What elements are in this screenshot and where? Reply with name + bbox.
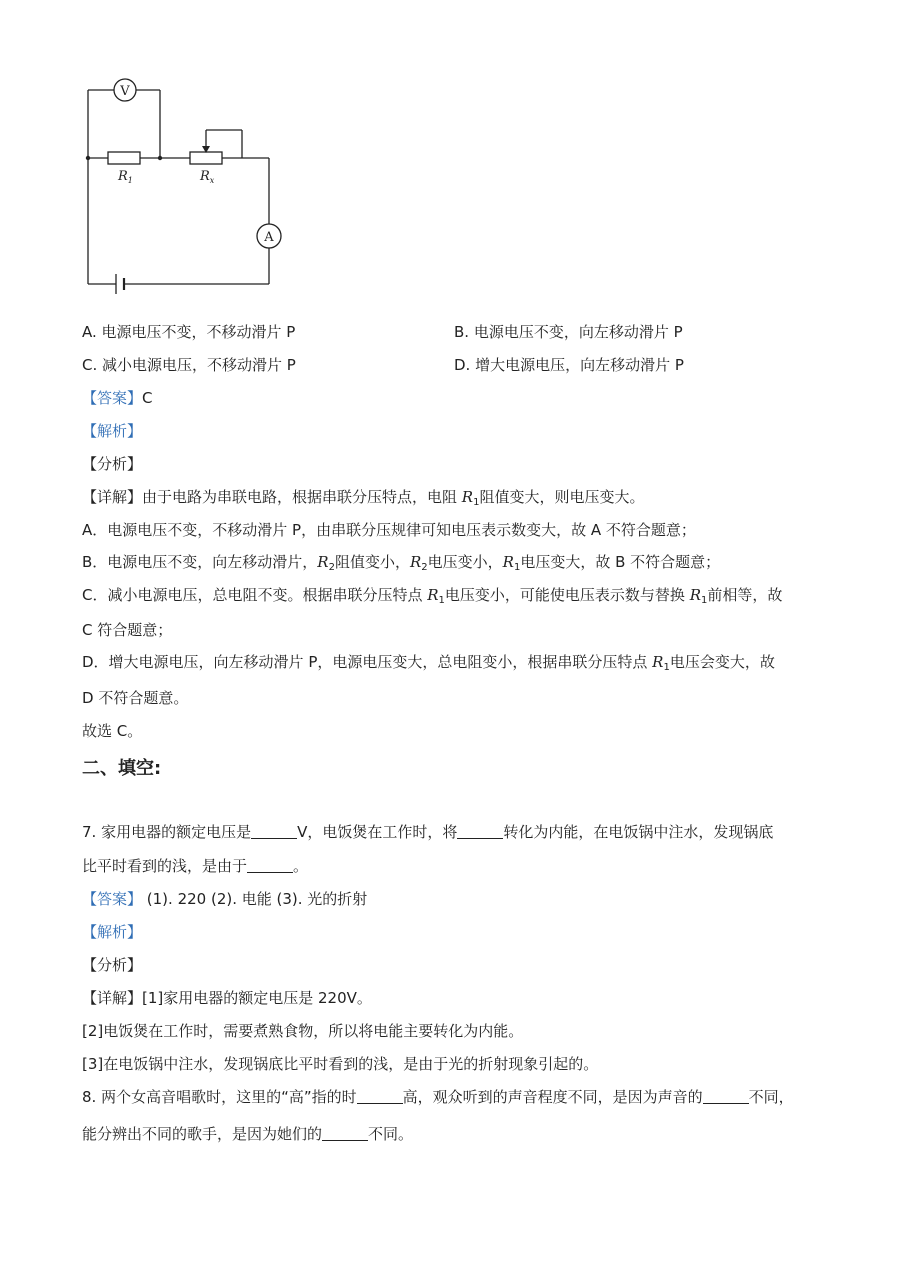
q7-blank-2[interactable]	[457, 824, 503, 839]
q8-blank-1[interactable]	[357, 1089, 403, 1104]
q7-fenxi: 【分析】	[82, 956, 143, 974]
q7-stem-line1: 7. 家用电器的额定电压是 V，电饭煲在工作时，将 转化为内能，在电饭锅中注水，发现锅底	[82, 823, 774, 841]
detail-line: 【详解】由于电路为串联电路，根据串联分压特点，电阻 $R_1$阻值变大，则电压变大。	[82, 488, 645, 508]
q8-stem-line1: 8. 两个女高音唱歌时，这里的“高”指的时 高，观众听到的声音程度不同，是因为声音的 不同，	[82, 1088, 794, 1106]
q8-blank-2[interactable]	[703, 1089, 749, 1104]
answer-line: 【答案】C	[82, 389, 153, 407]
q7-stem-line2: 比平时看到的浅，是由于 。	[82, 857, 309, 875]
q8-blank-3[interactable]	[322, 1126, 368, 1141]
analysis-tag: 【解析】	[82, 422, 143, 440]
option-a: A. 电源电压不变，不移动滑片 P	[82, 323, 296, 341]
q7-blank-1[interactable]	[251, 824, 297, 839]
explain-c-cont: C 符合题意；	[82, 621, 173, 639]
explain-b: B．电源电压不变，向左移动滑片，$R_2$阻值变小，$R_2$电压变小，$R_1$电压变大，故 B 不符合题意；	[82, 553, 721, 573]
explain-c: C．减小电源电压，总电阻不变。根据串联分压特点 $R_1$电压变小，可能使电压表示数与替换 $R_1$前相等，故	[82, 586, 783, 606]
rx-label: $R_x$	[200, 169, 215, 185]
explain-a: A．电源电压不变，不移动滑片 P，由串联分压规律可知电压表示数变大，故 A 不符合题意；	[82, 521, 696, 539]
option-d: D. 增大电源电压，向左移动滑片 P	[454, 356, 684, 374]
option-c: C. 减小电源电压，不移动滑片 P	[82, 356, 296, 374]
section-heading: 二、填空:	[82, 758, 162, 779]
explain-d-cont: D 不符合题意。	[82, 689, 189, 707]
explain-d: D．增大电源电压，向左移动滑片 P，电源电压变大，总电阻变小，根据串联分压特点 $R_1$电压会变大，故	[82, 653, 775, 673]
voltmeter-label: V	[120, 84, 130, 99]
fenxi-tag: 【分析】	[82, 455, 143, 473]
circuit-diagram	[80, 72, 290, 304]
r1-label: $R_1$	[118, 169, 133, 185]
q7-detail-2: [2]电饭煲在工作时，需要煮熟食物，所以将电能主要转化为内能。	[82, 1022, 524, 1040]
q7-detail-3: [3]在电饭锅中注水，发现锅底比平时看到的浅，是由于光的折射现象引起的。	[82, 1055, 599, 1073]
conclusion: 故选 C。	[82, 722, 143, 740]
q7-blank-3[interactable]	[247, 858, 293, 873]
ammeter-label: A	[264, 230, 274, 245]
q8-stem-line2: 能分辨出不同的歌手，是因为她们的 不同。	[82, 1125, 414, 1143]
option-b: B. 电源电压不变，向左移动滑片 P	[454, 323, 683, 341]
q7-answer: 【答案】 (1). 220 (2). 电能 (3). 光的折射	[82, 890, 368, 908]
q7-detail-1: 【详解】[1]家用电器的额定电压是 220V。	[82, 989, 372, 1007]
q7-analysis-tag: 【解析】	[82, 923, 143, 941]
